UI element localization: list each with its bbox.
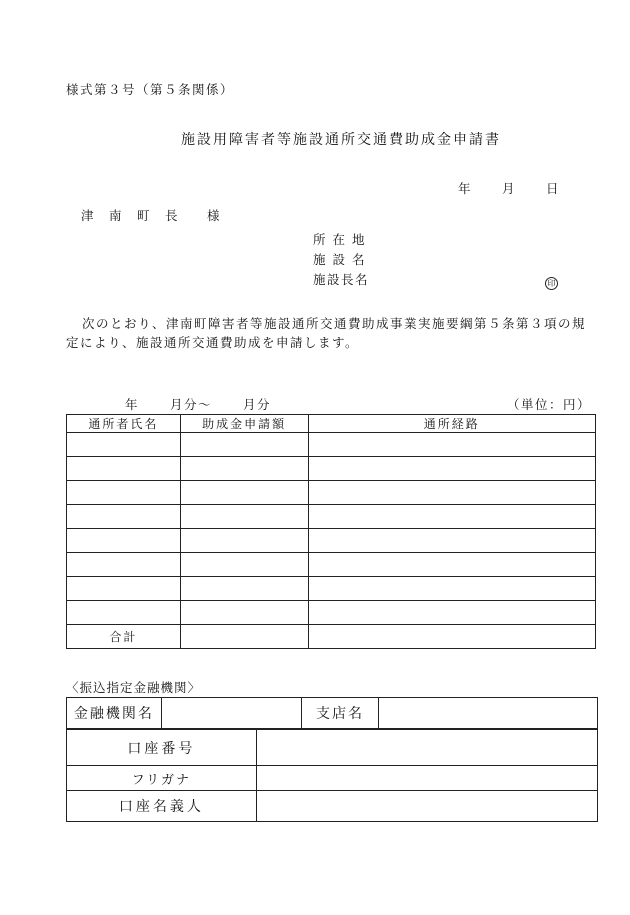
header-route: 通所経路 bbox=[308, 415, 595, 433]
route-cell[interactable] bbox=[308, 553, 595, 577]
addressee: 津 南 町 長 様 bbox=[81, 208, 222, 223]
application-table bbox=[66, 414, 596, 649]
bank-section-label: 〈振込指定金融機関〉 bbox=[66, 680, 202, 695]
account-holder-label: 口座名義人 bbox=[67, 791, 257, 822]
route-cell[interactable] bbox=[308, 457, 595, 481]
date-year[interactable]: 年 bbox=[458, 181, 473, 196]
user-name-cell[interactable] bbox=[67, 457, 181, 481]
branch-field[interactable] bbox=[379, 698, 598, 729]
table-row bbox=[67, 457, 596, 481]
page-title: 施設用障害者等施設通所交通費助成金申請書 bbox=[181, 132, 501, 148]
period-year[interactable]: 年 bbox=[125, 397, 140, 412]
facility-name-label: 施 設 名 bbox=[313, 252, 366, 267]
table-row bbox=[67, 601, 596, 625]
bank-table-top bbox=[66, 697, 598, 729]
route-cell[interactable] bbox=[308, 577, 595, 601]
table-total-row bbox=[67, 625, 596, 649]
date-month[interactable]: 月 bbox=[502, 181, 517, 196]
route-cell[interactable] bbox=[308, 529, 595, 553]
unit-label: （単位：円） bbox=[507, 397, 592, 412]
account-number-field[interactable] bbox=[256, 730, 597, 766]
director-name-label: 施設長名 bbox=[313, 272, 370, 287]
total-label: 合計 bbox=[67, 625, 181, 649]
route-cell[interactable] bbox=[308, 601, 595, 625]
route-cell[interactable] bbox=[308, 481, 595, 505]
table-header-row bbox=[67, 415, 596, 433]
furigana-field[interactable] bbox=[256, 766, 597, 791]
route-cell[interactable] bbox=[308, 505, 595, 529]
body-text-line2: 定により、施設通所交通費助成を申請します。 bbox=[66, 335, 360, 350]
body-text-line1: 次のとおり、津南町障害者等施設通所交通費助成事業実施要綱第５条第３項の規 bbox=[82, 316, 587, 331]
total-route-cell[interactable] bbox=[308, 625, 595, 649]
amount-cell[interactable] bbox=[180, 505, 308, 529]
total-amount-cell[interactable] bbox=[180, 625, 308, 649]
user-name-cell[interactable] bbox=[67, 481, 181, 505]
amount-cell[interactable] bbox=[180, 481, 308, 505]
user-name-cell[interactable] bbox=[67, 553, 181, 577]
user-name-cell[interactable] bbox=[67, 433, 181, 457]
account-number-label: 口座番号 bbox=[67, 730, 257, 766]
amount-cell[interactable] bbox=[180, 601, 308, 625]
table-row bbox=[67, 433, 596, 457]
period-to[interactable]: 月分 bbox=[243, 397, 272, 412]
user-name-cell[interactable] bbox=[67, 529, 181, 553]
seal-icon: 印 bbox=[545, 277, 558, 290]
institution-field[interactable] bbox=[161, 698, 301, 729]
user-name-cell[interactable] bbox=[67, 577, 181, 601]
route-cell[interactable] bbox=[308, 433, 595, 457]
date-day[interactable]: 日 bbox=[546, 181, 561, 196]
amount-cell[interactable] bbox=[180, 553, 308, 577]
form-number: 様式第３号（第５条関係） bbox=[66, 82, 235, 97]
bank-table-bottom bbox=[66, 729, 598, 822]
institution-label: 金融機関名 bbox=[67, 698, 162, 729]
account-holder-field[interactable] bbox=[256, 791, 597, 822]
amount-cell[interactable] bbox=[180, 529, 308, 553]
user-name-cell[interactable] bbox=[67, 601, 181, 625]
amount-cell[interactable] bbox=[180, 577, 308, 601]
header-amount: 助成金申請額 bbox=[180, 415, 308, 433]
period-from[interactable]: 月分～ bbox=[170, 397, 213, 412]
amount-cell[interactable] bbox=[180, 457, 308, 481]
amount-cell[interactable] bbox=[180, 433, 308, 457]
branch-label: 支店名 bbox=[301, 698, 379, 729]
table-row bbox=[67, 529, 596, 553]
user-name-cell[interactable] bbox=[67, 505, 181, 529]
table-row bbox=[67, 553, 596, 577]
location-label: 所 在 地 bbox=[313, 232, 366, 247]
table-row bbox=[67, 481, 596, 505]
table-row bbox=[67, 505, 596, 529]
header-user-name: 通所者氏名 bbox=[67, 415, 181, 433]
table-row bbox=[67, 577, 596, 601]
furigana-label: フリガナ bbox=[67, 766, 257, 791]
